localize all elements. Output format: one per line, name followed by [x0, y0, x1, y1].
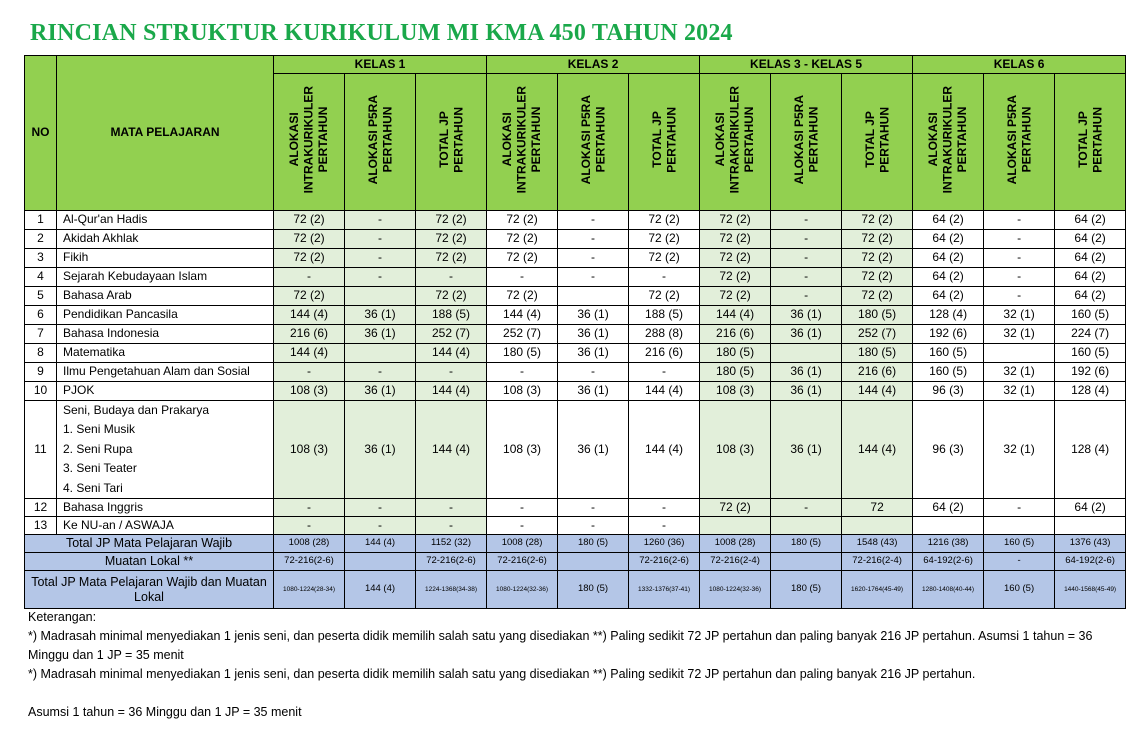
- table-cell: 72 (2): [629, 211, 700, 230]
- table-cell: 72 (2): [700, 287, 771, 306]
- table-cell: 72 (2): [416, 249, 487, 268]
- table-cell: 36 (1): [345, 382, 416, 401]
- table-cell: -: [629, 268, 700, 287]
- table-cell: 128 (4): [913, 306, 984, 325]
- notes-line: *) Madrasah minimal menyediakan 1 jenis seni, dan peserta didik memilih salah satu yang disediakan **) Paling sedikit 72 JP pertahun dan paling banyak 216 JP pertahun. Asumsi 1 tahun = 36 Minggu dan 1 JP = 35 menit: [28, 629, 1093, 662]
- subject-name: Fikih: [57, 249, 274, 268]
- summary-cell: [771, 553, 842, 571]
- summary-cell: 144 (4): [345, 571, 416, 609]
- summary-cell: 1008 (28): [700, 535, 771, 553]
- table-cell: -: [984, 230, 1055, 249]
- table-cell: 36 (1): [558, 325, 629, 344]
- summary-cell: 1080-1224(32-36): [487, 571, 558, 609]
- table-cell: [984, 517, 1055, 535]
- subheader-label: TOTAL JP PERTAHUN: [649, 107, 679, 173]
- table-cell: 160 (5): [1055, 344, 1126, 363]
- table-cell: -: [629, 517, 700, 535]
- table-cell: -: [771, 268, 842, 287]
- subheader-label: ALOKASI INTRAKURIKULER PERTAHUN: [926, 86, 970, 194]
- table-cell: 128 (4): [1055, 382, 1126, 401]
- table-cell: 252 (7): [842, 325, 913, 344]
- table-cell: 144 (4): [416, 344, 487, 363]
- subject-name: Akidah Akhlak: [57, 230, 274, 249]
- table-cell: 144 (4): [629, 382, 700, 401]
- table-cell: -: [629, 499, 700, 517]
- table-cell: [913, 517, 984, 535]
- header-no: NO: [25, 56, 57, 211]
- table-cell: -: [274, 268, 345, 287]
- table-cell: 72 (2): [700, 249, 771, 268]
- subheader-cell: [416, 74, 487, 211]
- subject-line: 2. Seni Rupa: [63, 441, 133, 456]
- table-cell: 64 (2): [913, 230, 984, 249]
- summary-cell: 1216 (38): [913, 535, 984, 553]
- table-cell: 72 (2): [416, 230, 487, 249]
- table-cell: 72: [842, 499, 913, 517]
- table-cell: 128 (4): [1055, 401, 1126, 499]
- table-cell: 64 (2): [1055, 211, 1126, 230]
- summary-cell: 160 (5): [984, 535, 1055, 553]
- subject-name: Matematika: [57, 344, 274, 363]
- table-cell: 64 (2): [913, 287, 984, 306]
- table-cell: [558, 287, 629, 306]
- table-row: [25, 249, 1126, 268]
- table-cell: -: [984, 268, 1055, 287]
- table-row: [25, 499, 1126, 517]
- table-cell: -: [345, 499, 416, 517]
- subheader-label: ALOKASI P5RA PERTAHUN: [365, 95, 394, 185]
- table-cell: 36 (1): [771, 401, 842, 499]
- header-subject: MATA PELAJARAN: [57, 56, 274, 211]
- table-cell: -: [771, 249, 842, 268]
- table-cell: 144 (4): [487, 306, 558, 325]
- row-number: 5: [25, 287, 57, 306]
- table-cell: 180 (5): [842, 306, 913, 325]
- table-cell: 64 (2): [1055, 268, 1126, 287]
- table-cell: 180 (5): [842, 344, 913, 363]
- summary-cell: 64-192(2-6): [1055, 553, 1126, 571]
- table-cell: 216 (6): [274, 325, 345, 344]
- summary-cell: 180 (5): [771, 535, 842, 553]
- table-cell: 72 (2): [700, 499, 771, 517]
- table-cell: -: [345, 268, 416, 287]
- table-cell: 72 (2): [629, 249, 700, 268]
- header-group: KELAS 6: [913, 56, 1126, 74]
- summary-cell: 64-192(2-6): [913, 553, 984, 571]
- table-cell: -: [487, 363, 558, 382]
- table-cell: 192 (6): [913, 325, 984, 344]
- table-cell: 36 (1): [345, 306, 416, 325]
- table-cell: -: [416, 499, 487, 517]
- table-cell: 144 (4): [416, 401, 487, 499]
- summary-cell: 1280-1408(40-44): [913, 571, 984, 609]
- table-cell: 32 (1): [984, 382, 1055, 401]
- table-cell: 72 (2): [274, 249, 345, 268]
- table-cell: 36 (1): [345, 401, 416, 499]
- table-cell: -: [558, 249, 629, 268]
- subject-line: 3. Seni Teater: [63, 461, 137, 476]
- table-cell: 72 (2): [842, 230, 913, 249]
- table-cell: -: [984, 211, 1055, 230]
- table-row: [25, 306, 1126, 325]
- table-cell: -: [274, 517, 345, 535]
- row-number: 9: [25, 363, 57, 382]
- table-cell: 36 (1): [558, 401, 629, 499]
- table-row: [25, 325, 1126, 344]
- summary-cell: [345, 553, 416, 571]
- table-cell: -: [345, 230, 416, 249]
- table-cell: 36 (1): [345, 325, 416, 344]
- subheader-cell: [913, 74, 984, 211]
- table-cell: 36 (1): [771, 325, 842, 344]
- summary-cell: 1080-1224(28-34): [274, 571, 345, 609]
- table-row: [25, 344, 1126, 363]
- subheader-cell: [274, 74, 345, 211]
- table-cell: 72 (2): [700, 268, 771, 287]
- summary-cell: 1548 (43): [842, 535, 913, 553]
- summary-cell: 1008 (28): [274, 535, 345, 553]
- notes-line: Asumsi 1 tahun = 36 Minggu dan 1 JP = 35 menit: [28, 705, 302, 719]
- table-cell: 180 (5): [700, 363, 771, 382]
- table-cell: -: [345, 517, 416, 535]
- summary-row: [25, 571, 1126, 609]
- table-cell: -: [558, 517, 629, 535]
- subheader-cell: [842, 74, 913, 211]
- subject-name: Ke NU-an / ASWAJA: [57, 517, 274, 535]
- table-row: [25, 268, 1126, 287]
- table-cell: 108 (3): [274, 401, 345, 499]
- table-cell: -: [487, 517, 558, 535]
- table-cell: 72 (2): [487, 211, 558, 230]
- header-group: KELAS 1: [274, 56, 487, 74]
- subheader-label: TOTAL JP PERTAHUN: [1075, 107, 1105, 173]
- summary-cell: 72-216(2-6): [416, 553, 487, 571]
- notes-line: *) Madrasah minimal menyediakan 1 jenis seni, dan peserta didik memilih salah satu yang disediakan **) Paling sedikit 72 JP pertahun dan paling banyak 216 JP pertahun.: [28, 667, 976, 681]
- table-cell: 64 (2): [1055, 499, 1126, 517]
- table-cell: 64 (2): [913, 249, 984, 268]
- summary-row: [25, 553, 1126, 571]
- row-number: 4: [25, 268, 57, 287]
- subject-name: Bahasa Arab: [57, 287, 274, 306]
- table-cell: -: [558, 499, 629, 517]
- table-cell: 180 (5): [700, 344, 771, 363]
- row-number: 11: [25, 401, 57, 499]
- table-cell: 144 (4): [842, 382, 913, 401]
- summary-cell: [558, 553, 629, 571]
- table-row: [25, 401, 1126, 499]
- table-cell: 72 (2): [700, 211, 771, 230]
- table-cell: 192 (6): [1055, 363, 1126, 382]
- table-cell: 96 (3): [913, 401, 984, 499]
- subject-name: [57, 401, 274, 499]
- table-cell: 32 (1): [984, 363, 1055, 382]
- table-cell: -: [771, 211, 842, 230]
- page-title: RINCIAN STRUKTUR KURIKULUM MI KMA 450 TAHUN 2024: [30, 20, 733, 46]
- table-cell: 36 (1): [558, 306, 629, 325]
- table-cell: 36 (1): [558, 344, 629, 363]
- summary-cell: 144 (4): [345, 535, 416, 553]
- table-cell: 32 (1): [984, 325, 1055, 344]
- table-cell: 216 (6): [842, 363, 913, 382]
- table-cell: 160 (5): [913, 363, 984, 382]
- subject-line: Seni, Budaya dan Prakarya: [63, 403, 210, 417]
- table-cell: 72 (2): [416, 287, 487, 306]
- table-cell: 144 (4): [842, 401, 913, 499]
- subheader-cell: [984, 74, 1055, 211]
- subheader-label: TOTAL JP PERTAHUN: [436, 107, 466, 173]
- table-cell: -: [416, 268, 487, 287]
- table-cell: 64 (2): [913, 499, 984, 517]
- summary-cell: 1376 (43): [1055, 535, 1126, 553]
- table-cell: 108 (3): [700, 401, 771, 499]
- header-group: KELAS 2: [487, 56, 700, 74]
- summary-cell: 72-216(2-6): [629, 553, 700, 571]
- summary-label-line: Lokal: [134, 589, 164, 604]
- summary-cell: 72-216(2-4): [842, 553, 913, 571]
- table-cell: -: [984, 499, 1055, 517]
- table-cell: -: [274, 363, 345, 382]
- table-cell: -: [345, 363, 416, 382]
- row-number: 6: [25, 306, 57, 325]
- row-number: 8: [25, 344, 57, 363]
- subject-name: Bahasa Inggris: [57, 499, 274, 517]
- table-cell: 144 (4): [274, 344, 345, 363]
- table-cell: 72 (2): [629, 287, 700, 306]
- table-cell: 96 (3): [913, 382, 984, 401]
- row-number: 7: [25, 325, 57, 344]
- table-row: [25, 211, 1126, 230]
- table-cell: 216 (6): [700, 325, 771, 344]
- table-cell: 252 (7): [416, 325, 487, 344]
- subject-name: Sejarah Kebudayaan Islam: [57, 268, 274, 287]
- table-cell: 216 (6): [629, 344, 700, 363]
- row-number: 1: [25, 211, 57, 230]
- table-cell: -: [345, 249, 416, 268]
- table-cell: 72 (2): [274, 230, 345, 249]
- summary-label-line: Total JP Mata Pelajaran Wajib dan Muatan: [31, 575, 267, 590]
- summary-cell: 72-216(2-4): [700, 553, 771, 571]
- table-cell: 224 (7): [1055, 325, 1126, 344]
- subject-name: Bahasa Indonesia: [57, 325, 274, 344]
- table-cell: 188 (5): [629, 306, 700, 325]
- table-cell: -: [558, 230, 629, 249]
- summary-cell: 1008 (28): [487, 535, 558, 553]
- table-cell: 72 (2): [487, 230, 558, 249]
- table-row: [25, 287, 1126, 306]
- table-cell: [771, 517, 842, 535]
- table-cell: 72 (2): [842, 268, 913, 287]
- subheader-cell: [700, 74, 771, 211]
- summary-cell: 1332-1376(37-41): [629, 571, 700, 609]
- subheader-cell: [771, 74, 842, 211]
- table-cell: 108 (3): [487, 382, 558, 401]
- table-cell: 64 (2): [1055, 287, 1126, 306]
- notes: [28, 608, 1118, 722]
- table-row: [25, 517, 1126, 535]
- table-cell: 252 (7): [487, 325, 558, 344]
- table-cell: [842, 517, 913, 535]
- subject-line: 1. Seni Musik: [63, 422, 136, 437]
- table-cell: -: [984, 287, 1055, 306]
- subheader-label: ALOKASI P5RA PERTAHUN: [1004, 95, 1034, 185]
- summary-cell: 180 (5): [771, 571, 842, 609]
- subheader-cell: [487, 74, 558, 211]
- table-cell: -: [771, 287, 842, 306]
- table-cell: [345, 344, 416, 363]
- summary-cell: 180 (5): [558, 535, 629, 553]
- subheader-label: ALOKASI P5RA PERTAHUN: [578, 95, 608, 185]
- table-cell: -: [558, 363, 629, 382]
- table-cell: -: [984, 249, 1055, 268]
- table-cell: 36 (1): [771, 306, 842, 325]
- table-cell: [984, 344, 1055, 363]
- table-cell: 32 (1): [984, 401, 1055, 499]
- subheader-label: ALOKASI INTRAKURIKULER PERTAHUN: [713, 86, 757, 194]
- table-cell: 160 (5): [1055, 306, 1126, 325]
- table-cell: -: [771, 230, 842, 249]
- table-cell: 72 (2): [487, 287, 558, 306]
- subheader-cell: [558, 74, 629, 211]
- row-number: 12: [25, 499, 57, 517]
- table-cell: 32 (1): [984, 306, 1055, 325]
- table-cell: 36 (1): [771, 382, 842, 401]
- table-cell: [771, 344, 842, 363]
- table-cell: -: [629, 363, 700, 382]
- table-cell: 72 (2): [842, 211, 913, 230]
- table-cell: 144 (4): [416, 382, 487, 401]
- summary-cell: 1152 (32): [416, 535, 487, 553]
- curriculum-table: [24, 55, 1126, 609]
- table-cell: 64 (2): [1055, 249, 1126, 268]
- row-number: 3: [25, 249, 57, 268]
- table-cell: -: [558, 268, 629, 287]
- table-row: [25, 382, 1126, 401]
- subheader-label: ALOKASI INTRAKURIKULER PERTAHUN: [287, 86, 331, 194]
- summary-cell: 180 (5): [558, 571, 629, 609]
- summary-row: [25, 535, 1126, 553]
- table-cell: [345, 287, 416, 306]
- summary-cell: 1620-1764(45-49): [842, 571, 913, 609]
- table-cell: 288 (8): [629, 325, 700, 344]
- table-cell: 72 (2): [842, 287, 913, 306]
- subheader-label: TOTAL JP PERTAHUN: [862, 107, 892, 173]
- subheader-cell: [345, 74, 416, 211]
- notes-heading: Keterangan:: [28, 610, 97, 624]
- table-cell: -: [558, 211, 629, 230]
- table-cell: 64 (2): [913, 211, 984, 230]
- table-cell: 72 (2): [700, 230, 771, 249]
- table-row: [25, 363, 1126, 382]
- summary-label: Muatan Lokal **: [25, 553, 274, 571]
- subheader-cell: [1055, 74, 1126, 211]
- table-cell: 64 (2): [1055, 230, 1126, 249]
- table-cell: 144 (4): [629, 401, 700, 499]
- table-cell: 144 (4): [700, 306, 771, 325]
- summary-cell: 72-216(2-6): [274, 553, 345, 571]
- table-cell: -: [487, 499, 558, 517]
- table-cell: 108 (3): [274, 382, 345, 401]
- summary-cell: -: [984, 553, 1055, 571]
- table-cell: 72 (2): [274, 211, 345, 230]
- table-cell: -: [274, 499, 345, 517]
- subheader-label: ALOKASI P5RA PERTAHUN: [791, 95, 821, 185]
- header-group: KELAS 3 - KELAS 5: [700, 56, 913, 74]
- summary-cell: 1224-1368(34-38): [416, 571, 487, 609]
- summary-cell: 160 (5): [984, 571, 1055, 609]
- table-cell: 160 (5): [913, 344, 984, 363]
- table-cell: -: [416, 363, 487, 382]
- table-cell: 108 (3): [700, 382, 771, 401]
- table-cell: -: [487, 268, 558, 287]
- subheader-label: ALOKASI INTRAKURIKULER PERTAHUN: [500, 86, 544, 194]
- subject-name: Al-Qur'an Hadis: [57, 211, 274, 230]
- table-cell: -: [345, 211, 416, 230]
- table-cell: 72 (2): [416, 211, 487, 230]
- table-cell: 36 (1): [558, 382, 629, 401]
- table-cell: 72 (2): [274, 287, 345, 306]
- subject-name: Pendidikan Pancasila: [57, 306, 274, 325]
- subheader-cell: [629, 74, 700, 211]
- summary-cell: 1260 (36): [629, 535, 700, 553]
- subject-name: PJOK: [57, 382, 274, 401]
- table-cell: 144 (4): [274, 306, 345, 325]
- summary-label: [25, 571, 274, 609]
- table-row: [25, 230, 1126, 249]
- row-number: 13: [25, 517, 57, 535]
- subject-line: 4. Seni Tari: [63, 480, 123, 495]
- summary-cell: 1080-1224(32-36): [700, 571, 771, 609]
- table-cell: 108 (3): [487, 401, 558, 499]
- table-cell: 36 (1): [771, 363, 842, 382]
- table-cell: [700, 517, 771, 535]
- table-cell: 72 (2): [842, 249, 913, 268]
- table-cell: 188 (5): [416, 306, 487, 325]
- table-cell: [1055, 517, 1126, 535]
- table-cell: 72 (2): [629, 230, 700, 249]
- summary-label: Total JP Mata Pelajaran Wajib: [25, 535, 274, 553]
- row-number: 2: [25, 230, 57, 249]
- table-cell: 64 (2): [913, 268, 984, 287]
- row-number: 10: [25, 382, 57, 401]
- summary-cell: 1440-1568(45-49): [1055, 571, 1126, 609]
- table-cell: -: [416, 517, 487, 535]
- summary-cell: 72-216(2-6): [487, 553, 558, 571]
- table-cell: 72 (2): [487, 249, 558, 268]
- table-cell: 180 (5): [487, 344, 558, 363]
- table-cell: -: [771, 499, 842, 517]
- subject-name: Ilmu Pengetahuan Alam dan Sosial: [57, 363, 274, 382]
